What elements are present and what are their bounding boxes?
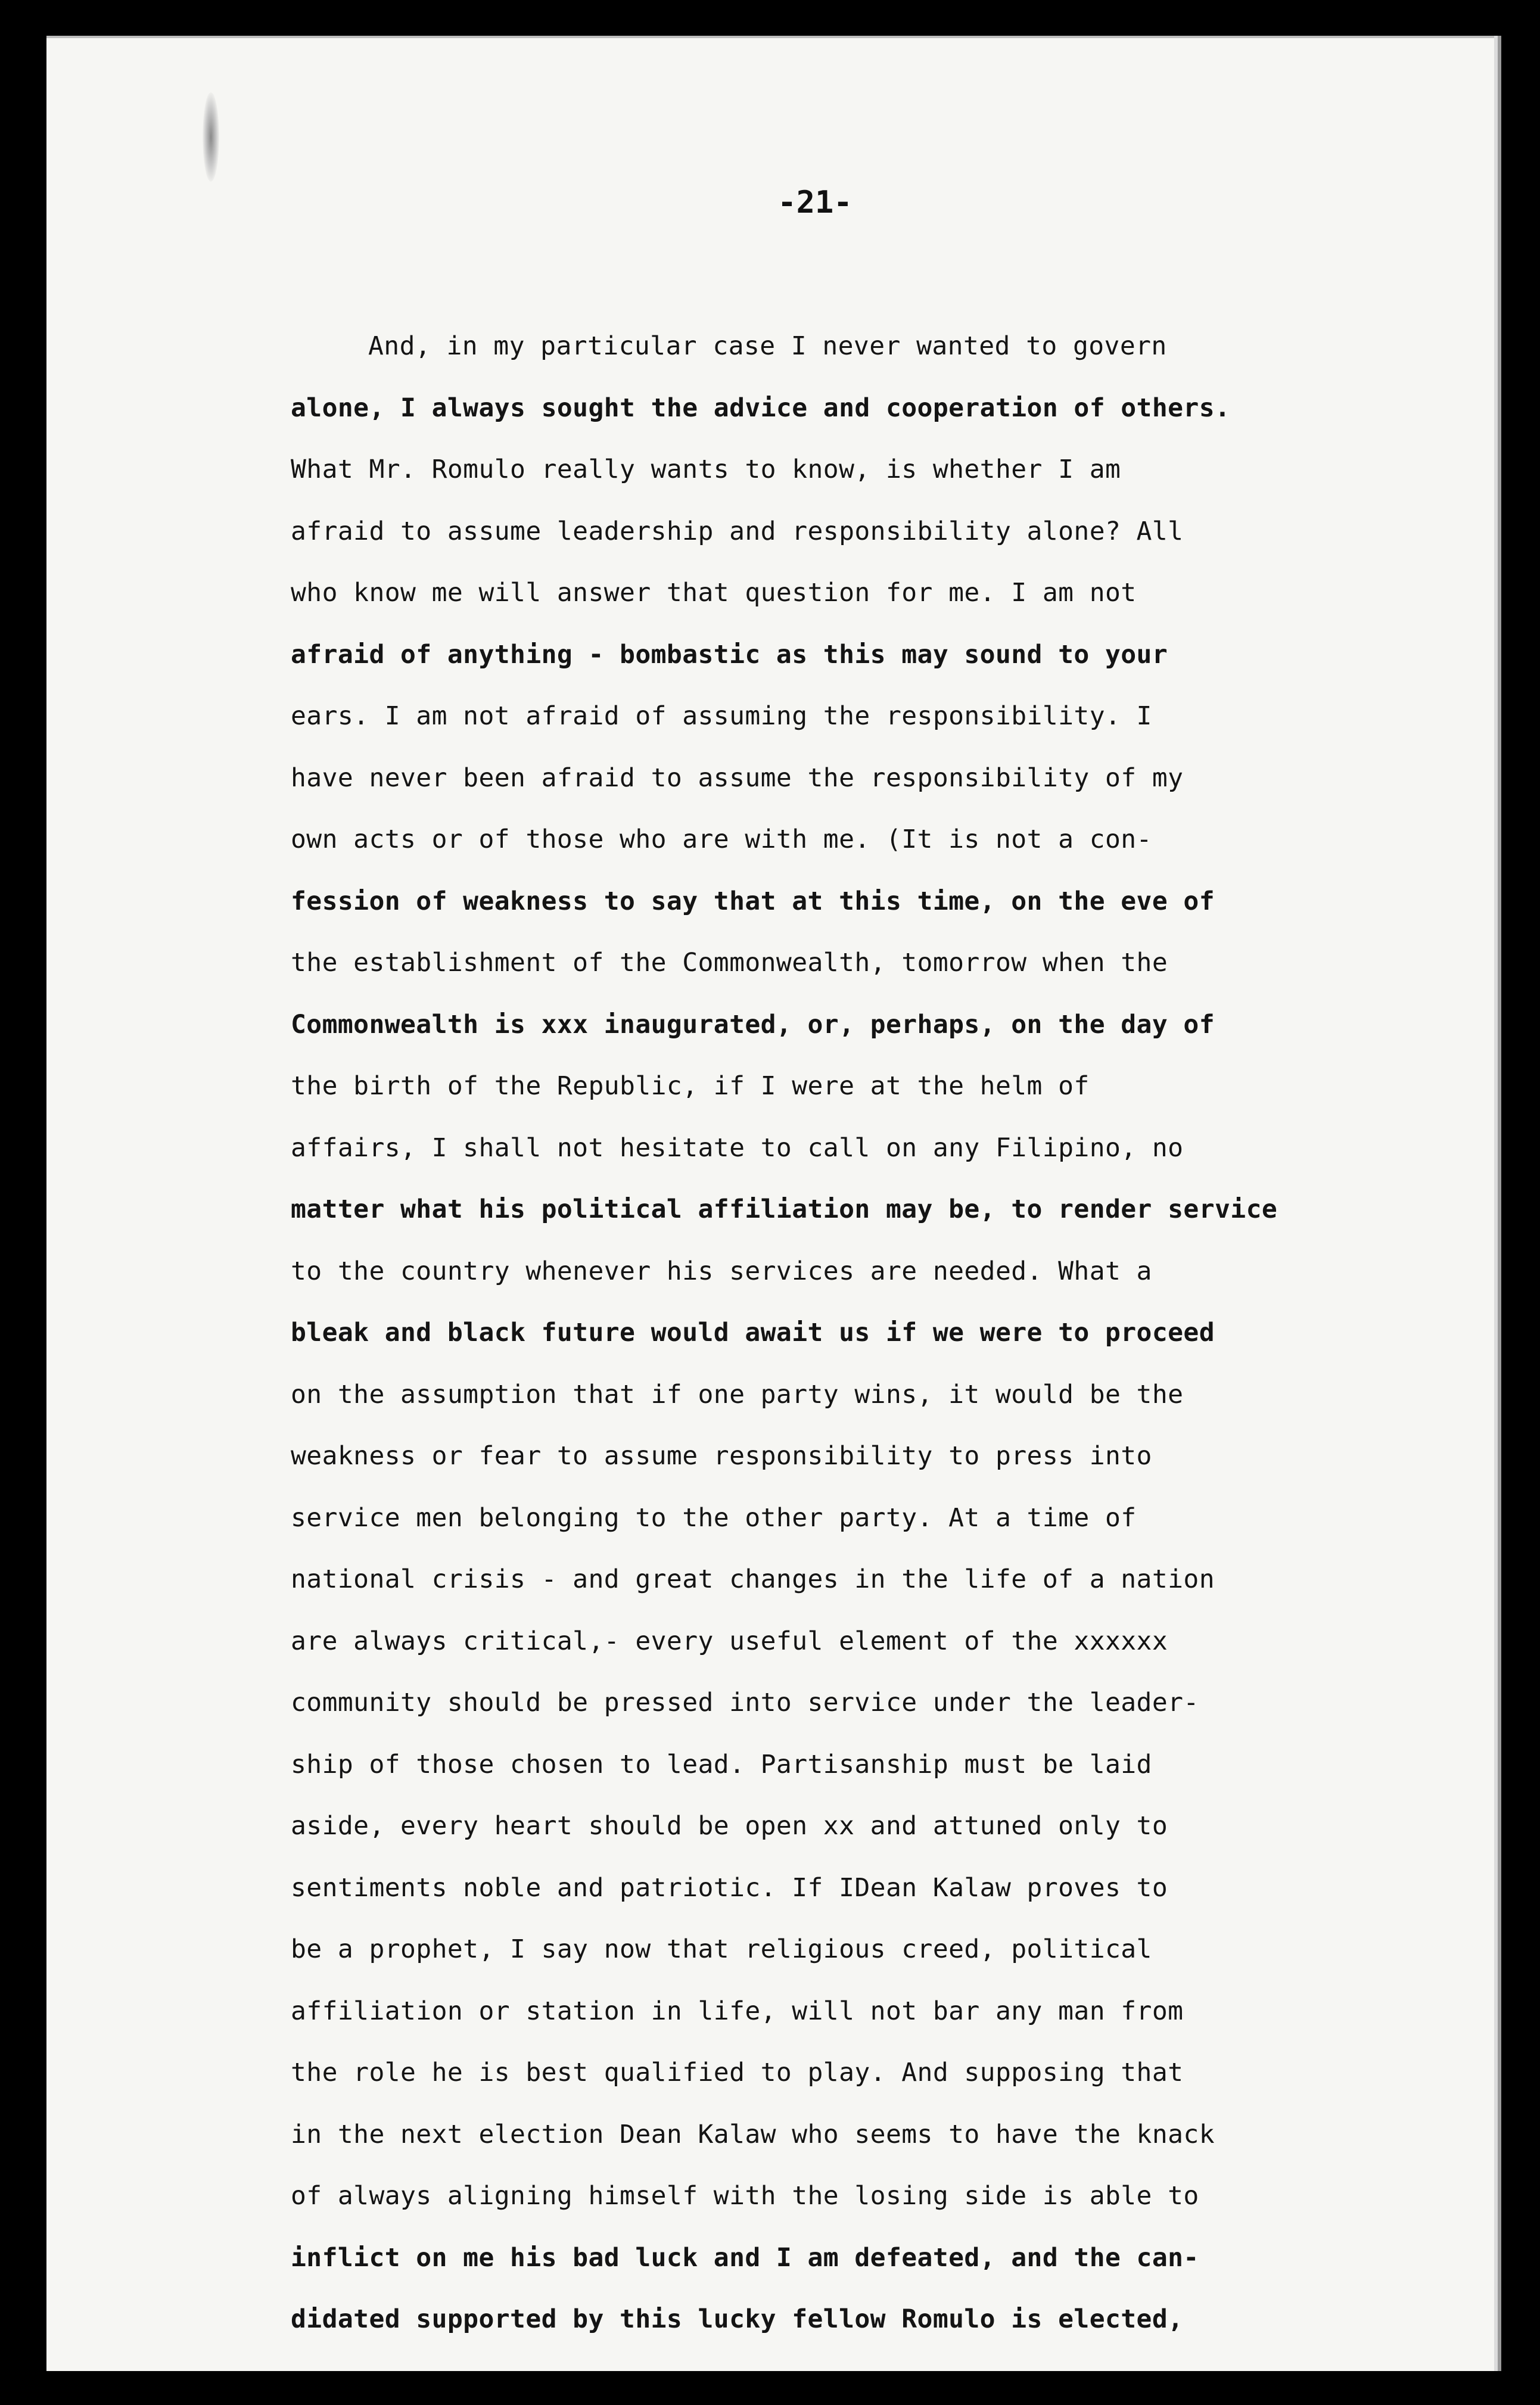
text-line: inflict on me his bad luck and I am defeated, and the can-: [291, 2242, 1199, 2273]
text-line: the role he is best qualified to play. And supposing that: [291, 2058, 1184, 2087]
text-line: own acts or of those who are with me. (It is not a con-: [291, 825, 1152, 854]
text-line: service men belonging to the other party. At a time of: [291, 1502, 1137, 1533]
text-line: alone, I always sought the advice and cooperation of others.: [291, 393, 1231, 423]
text-line: afraid of anything - bombastic as this may sound to your: [291, 639, 1168, 670]
text-line: to the country whenever his services are needed. What a: [291, 1256, 1152, 1286]
page-number: -21-: [777, 185, 853, 220]
text-line: sentiments noble and patriotic. If IDean Kalaw proves to: [291, 1872, 1168, 1903]
text-line: bleak and black future would await us if we were to proceed: [291, 1318, 1215, 1348]
document-page: [46, 36, 1498, 2371]
text-line: What Mr. Romulo really wants to know, is whether I am: [291, 455, 1121, 484]
text-line: in the next election Dean Kalaw who seems to have the knack: [291, 2119, 1215, 2149]
text-line: be a prophet, I say now that religious creed, political: [291, 1934, 1152, 1964]
text-line: matter what his political affiliation may be, to render service: [291, 1194, 1278, 1224]
text-line: on the assumption that if one party wins, it would be the: [291, 1379, 1184, 1410]
text-line: have never been afraid to assume the responsibility of my: [291, 763, 1184, 793]
text-line: ears. I am not afraid of assuming the responsibility. I: [291, 701, 1152, 731]
text-line: of always aligning himself with the losing side is able to: [291, 2181, 1199, 2211]
text-line: fession of weakness to say that at this time, on the eve of: [291, 886, 1215, 916]
text-line: afraid to assume leadership and responsibility alone? All: [291, 516, 1184, 546]
text-line: And, in my particular case I never wanted to govern: [368, 331, 1167, 361]
text-line: who know me will answer that question for me. I am not: [291, 578, 1137, 608]
text-line: the birth of the Republic, if I were at the helm of: [291, 1071, 1090, 1101]
text-line: Commonwealth is xxx inaugurated, or, perhaps, on the day of: [291, 1009, 1215, 1040]
text-line: are always critical,- every useful element of the xxxxxx: [291, 1626, 1168, 1656]
text-line: didated supported by this lucky fellow Romulo is elected,: [291, 2304, 1184, 2334]
text-line: ship of those chosen to lead. Partisanship must be laid: [291, 1749, 1152, 1779]
text-line: aside, every heart should be open xx and attuned only to: [291, 1811, 1168, 1841]
text-line: community should be pressed into service under the leader-: [291, 1688, 1199, 1718]
text-line: affiliation or station in life, will not bar any man from: [291, 1996, 1184, 2026]
page-top-edge: [46, 36, 1494, 38]
text-line: the establishment of the Commonwealth, tomorrow when the: [291, 948, 1168, 978]
body-text: [291, 316, 1476, 2351]
ink-smudge: [203, 92, 219, 182]
text-line: affairs, I shall not hesitate to call on any Filipino, no: [291, 1133, 1184, 1163]
text-line: national crisis - and great changes in the life of a nation: [291, 1564, 1215, 1594]
text-line: weakness or fear to assume responsibility to press into: [291, 1441, 1152, 1471]
